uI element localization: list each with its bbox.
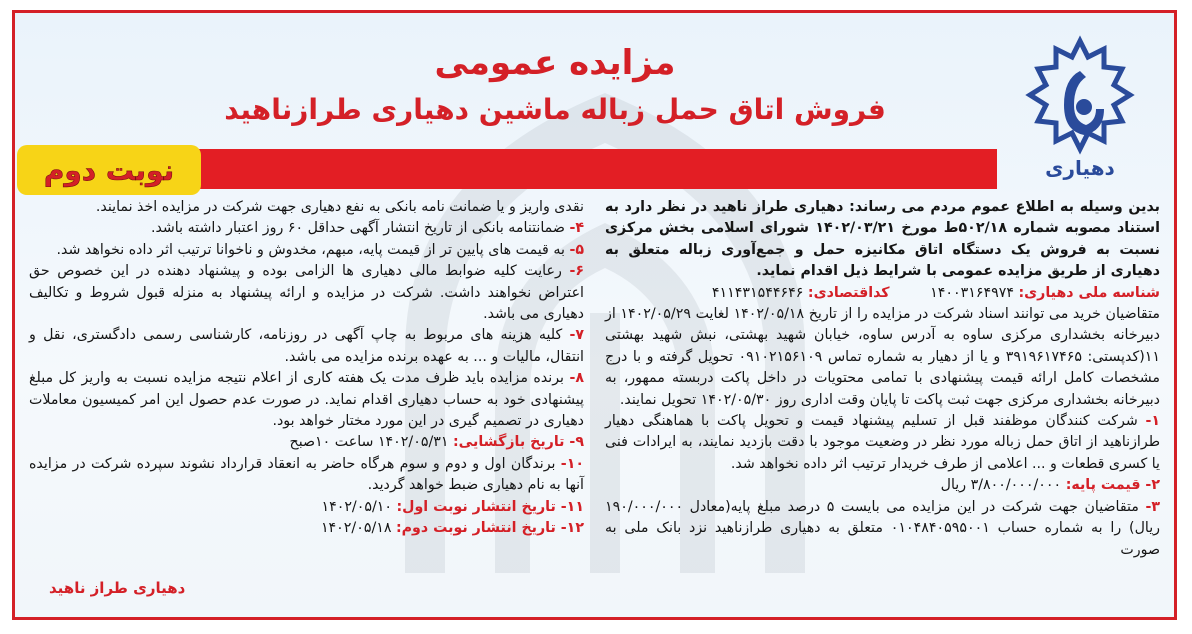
- item-number: ۱۰-: [560, 455, 585, 472]
- item-text: شرکت کنندگان موظفند قبل از تسلیم پیشنهاد قیمت و تحویل پاکت با هماهنگی دهیار طرازناهید از اتاق حمل زباله مورد نظر در وضعیت موجود با دقت بازدید نمایند، به ایرادات فنی یا کسری قطعات و ... اعلامی از طرف خریدار ترتیب اثر داده نخواهد شد.: [605, 413, 1160, 472]
- item-value: ۳/۸۰۰/۰۰۰/۰۰۰ ریال: [940, 477, 1062, 494]
- item-number: ۶-: [569, 263, 584, 280]
- item-number: ۳-: [1145, 498, 1160, 515]
- item-number: ۸-: [569, 370, 584, 387]
- condition-item-2: [605, 475, 1160, 496]
- item-label: ۹- تاریخ بازگشایی:: [452, 434, 584, 451]
- condition-item-3: [605, 497, 1160, 561]
- condition-item-1: [605, 411, 1160, 475]
- svg-text:دهیاری: دهیاری: [1045, 156, 1115, 180]
- item-text: به قیمت های پایین تر از قیمت پایه، مبهم، مخدوش و ناخوانا ترتیب اثر داده نخواهد شد.: [56, 241, 565, 258]
- condition-item-4: [29, 218, 584, 239]
- left-column: [29, 197, 584, 540]
- announcement-frame: [12, 10, 1177, 620]
- item-value: ۱۴۰۲/۰۵/۳۱ ساعت ۱۰صبح: [289, 434, 449, 451]
- item-label: ۱۱- تاریخ انتشار نوبت اول:: [396, 498, 584, 515]
- national-id-value: ۱۴۰۰۳۱۶۴۹۷۴: [930, 284, 1014, 301]
- item-number: ۵-: [569, 241, 584, 258]
- item-text: کلیه هزینه های مربوط به چاپ آگهی در روزنامه، کارشناسی رسمی دادگستری، نقل و انتقال، مالیات و ... به عهده برنده مزایده می باشد.: [29, 327, 584, 365]
- condition-item-9: [29, 432, 584, 453]
- item-text: متقاضیان جهت شرکت در این مزایده می بایست ۵ درصد مبلغ پایه(معادل ۱۹۰/۰۰۰/۰۰۰ ریال) را به شماره حساب ۰۱۰۴۸۴۰۵۹۵۰۰۱ متعلق به دهیاری طرازناهید نزد بانک ملی به صورت: [605, 498, 1160, 558]
- dehyari-logo: [1000, 35, 1160, 185]
- item-value: ۱۴۰۲/۰۵/۱۰: [321, 498, 392, 515]
- item-number: ۱-: [1145, 413, 1160, 430]
- documents-paragraph: متقاضیان خرید می توانند اسناد شرکت در مزایده را از تاریخ ۱۴۰۲/۰۵/۱۸ لغایت ۱۴۰۲/۰۵/۲۹ از دبیرخانه بخشداری مرکزی ساوه به آدرس ساوه، خیابان شهید بهشتی، نبش شهید بهشتی ۱۱(کدپستی: ۳۹۱۹۶۱۷۴۶۵ و یا از دهیار به شماره تماس ۰۹۱۰۲۱۵۶۱۰۹ تحویل گرفته و با درج مشخصات کامل ارائه قیمت پیشنهادی با تمامی محتویات در داخل پاکت دربسته ممهور، به دبیرخانه بخشداری مرکزی جهت ثبت پاکت تا پایان وقت اداری روز ۱۴۰۲/۰۵/۳۰ تحویل نمایند.: [605, 306, 1160, 408]
- edition-badge: نوبت دوم: [17, 145, 201, 195]
- national-id-label: شناسه ملی دهیاری:: [1018, 284, 1160, 301]
- condition-item-8: [29, 368, 584, 432]
- condition-item-12: [29, 518, 584, 539]
- item-text: برنده مزایده باید ظرف مدت یک هفته کاری از اعلام نتیجه مزایده نسبت به واریز کل مبلغ پیشنهادی خود به حساب دهیاری اقدام نماید. در صورت عدم حصول این امر کمیسیون معاملات دهیاری در تصمیم گیری در این مورد مختار خواهد بود.: [29, 370, 584, 430]
- item-text: برندگان اول و دوم و سوم هرگاه حاضر به انعقاد قرارداد نشوند سپرده شرکت در مزایده آنها به نام دهیاری ضبط خواهد گردید.: [29, 455, 584, 494]
- ids-line: [605, 283, 1160, 304]
- economic-code-label: کداقتصادی:: [807, 284, 890, 301]
- signature: دهیاری طراز ناهید: [49, 579, 186, 597]
- right-column: [605, 197, 1160, 561]
- condition-item-6: [29, 261, 584, 325]
- item-label: ۲- قیمت پایه:: [1065, 477, 1160, 494]
- page-subtitle: فروش اتاق حمل زباله ماشین دهیاری طرازناهید: [224, 93, 886, 126]
- item-number: ۷-: [569, 327, 585, 344]
- item-text: ضمانتنامه بانکی از تاریخ انتشار آگهی حداقل ۶۰ روز اعتبار داشته باشد.: [150, 220, 565, 237]
- page-title: مزایده عمومی: [434, 43, 676, 83]
- economic-code-value: ۴۱۱۴۳۱۵۴۴۶۴۶: [711, 284, 804, 301]
- condition-item-5: [29, 240, 584, 261]
- item-label: ۱۲- تاریخ انتشار نوبت دوم:: [395, 520, 584, 537]
- condition-item-11: [29, 497, 584, 518]
- condition-item-10: [29, 454, 584, 497]
- red-divider-band: [185, 149, 997, 189]
- item-3-continued: نقدی واریز و یا ضمانت نامه بانکی به نفع دهیاری جهت شرکت در مزایده اخذ نمایند.: [95, 199, 584, 215]
- condition-item-7: [29, 325, 584, 368]
- item-number: ۴-: [569, 220, 584, 237]
- intro-paragraph: بدین وسیله به اطلاع عموم مردم می رساند: دهیاری طراز ناهید در نظر دارد به استناد مصوبه شماره ۵۰۲/۱۸ط مورخ ۱۴۰۲/۰۳/۲۱ شورای اسلامی بخش مرکزی نسبت به فروش یک دستگاه اتاق مکانیزه حمل و جمع‌آوری زباله متعلق به دهیاری از طریق مزایده عمومی با شرایط ذیل اقدام نماید.: [605, 199, 1161, 280]
- item-text: رعایت کلیه ضوابط مالی دهیاری ها الزامی بوده و پیشنهاد دهنده در این خصوص حق اعتراض نخواهند داشت. شرکت در مزایده و ارائه پیشنهاد به منزله قبول شروط و تکالیف دهیاری می باشد.: [29, 263, 584, 323]
- item-value: ۱۴۰۲/۰۵/۱۸: [320, 520, 392, 537]
